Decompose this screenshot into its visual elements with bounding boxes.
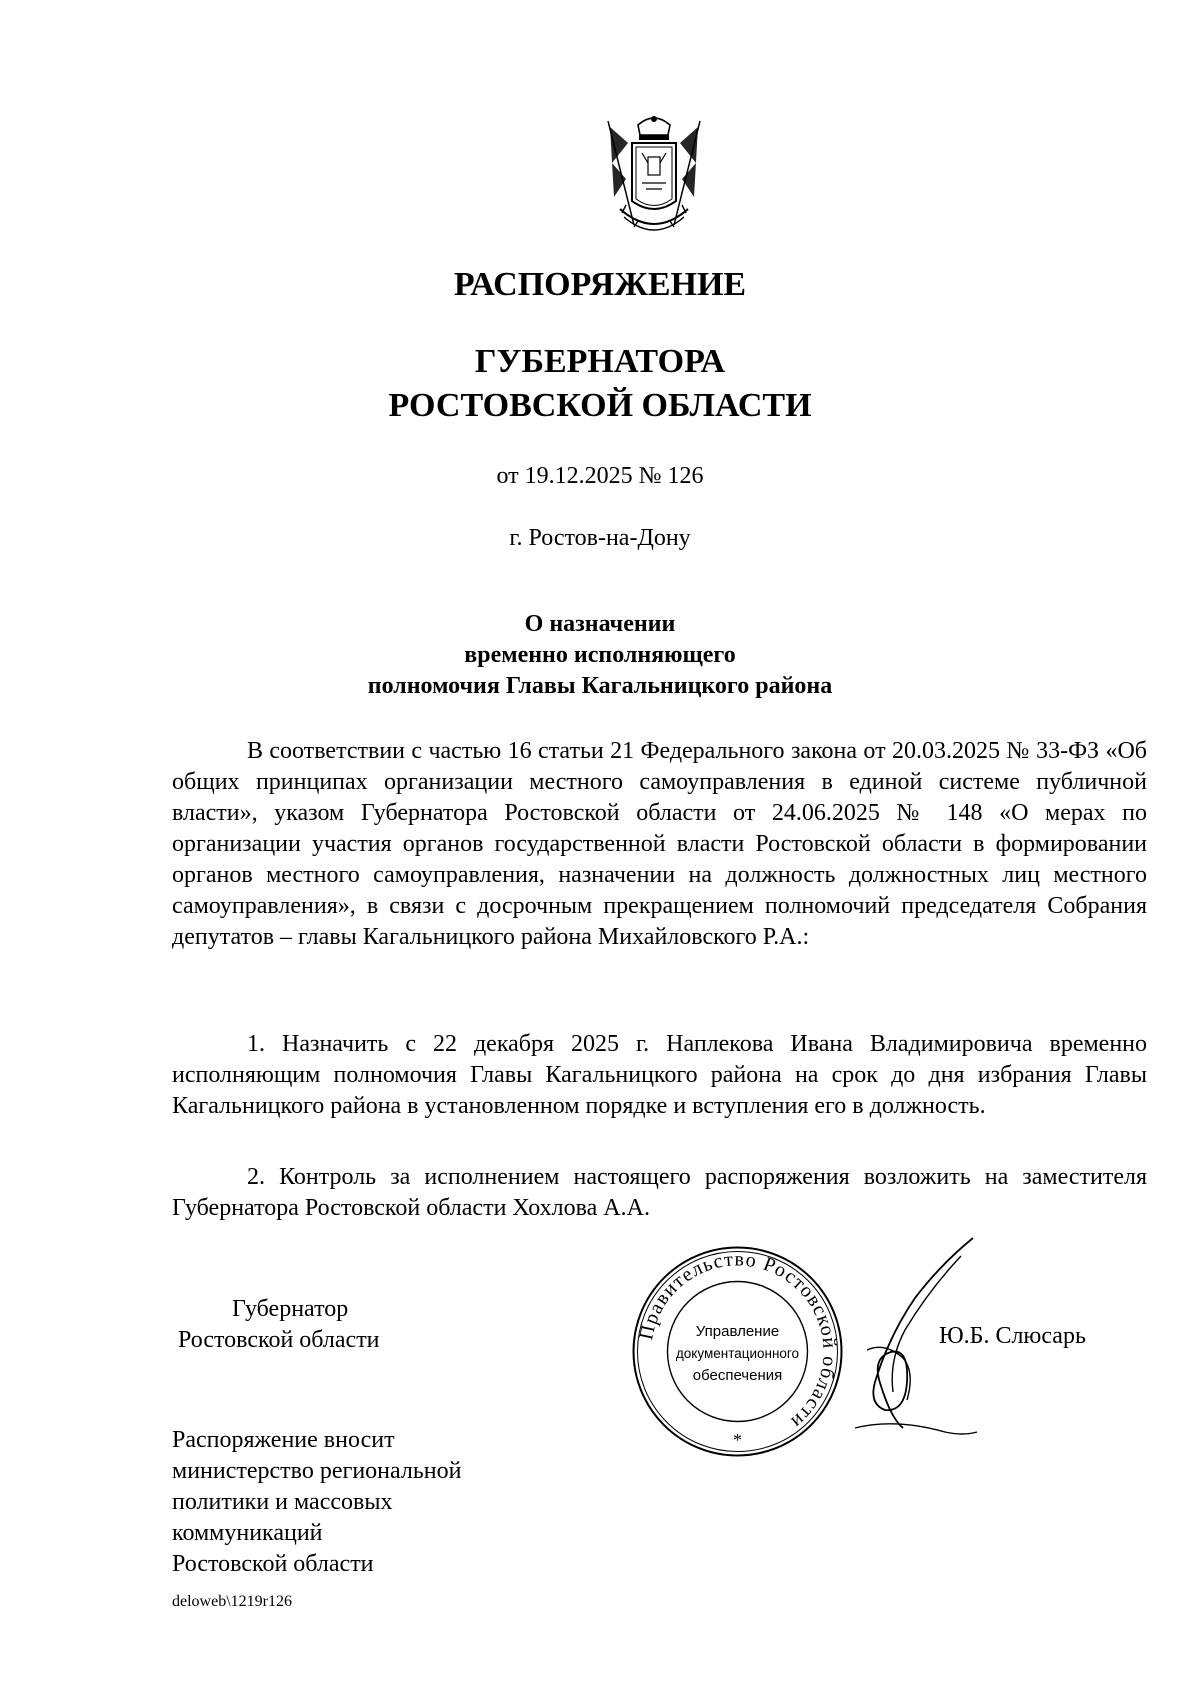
stamp-inner-line-2: документационного [675,1346,800,1361]
signatory-position [178,1294,380,1356]
preamble-paragraph: В соответствии с частью 16 статьи 21 Федерального закона от 20.03.2025 № 33-ФЗ «Об общих принципах организации местного самоуправления в единой системе публичной власти», указом Губернатора Ростовской области от 24.06.2025 № 148 «О мерах по организации участия органов государственной власти Ростовской области в формировании органов местного самоуправления, назначении на должность должностных лиц местного самоуправления», в связи с досрочным прекращением полномочий председателя Собрания депутатов – главы Кагальницкого района Михайловского Р.А.: [172,738,1147,950]
issuer-line-1: ГУБЕРНАТОРА [474,343,726,380]
document-type-heading: РАСПОРЯЖЕНИЕ [453,266,747,303]
item-1-paragraph: 1. Назначить с 22 декабря 2025 г. Наплекова Ивана Владимировича временно исполняющим полномочия Главы Кагальницкого района на срок до дня избрания Главы Кагальницкого района в установленном порядке и вступления его в должность. [172,1031,1147,1119]
signatory-name: Ю.Б. Слюсарь [939,1323,1086,1349]
position-line-1: Губернатор [232,1296,349,1322]
introduced-by-line-4: коммуникаций [172,1520,323,1546]
stamp-outer-text: Правительство Ростовской области [635,1248,841,1434]
introduced-by-block [172,1425,461,1580]
position-line-2: Ростовской области [178,1327,380,1353]
stamp-inner-line-1: Управление [695,1323,780,1340]
introduced-by-line-5: Ростовской области [172,1551,374,1577]
city: г. Ростов-на-Дону [509,525,691,551]
date-number: от 19.12.2025 № 126 [496,463,704,489]
introduced-by-line-1: Распоряжение вносит [172,1427,395,1453]
coat-of-arms-emblem [598,113,710,243]
subject-line-1: О назначении [524,611,676,637]
subject-line-3: полномочия Главы Кагальницкого района [367,673,833,699]
introduced-by-line-2: министерство региональной [172,1458,462,1484]
stamp-inner-line-3: обеспечения [692,1367,783,1384]
issuer-heading [0,340,1200,428]
stamp-star: * [733,1430,742,1450]
introduced-by-line-3: политики и массовых [172,1489,393,1515]
document-code: deloweb\1219r126 [172,1593,292,1610]
subject-heading [0,609,1200,702]
official-stamp [630,1244,845,1459]
item-2-paragraph: 2. Контроль за исполнением настоящего распоряжения возложить на заместителя Губернатора Ростовской области Хохлова А.А. [172,1164,1147,1221]
subject-line-2: временно исполняющего [464,642,736,668]
issuer-line-2: РОСТОВСКОЙ ОБЛАСТИ [388,387,812,424]
